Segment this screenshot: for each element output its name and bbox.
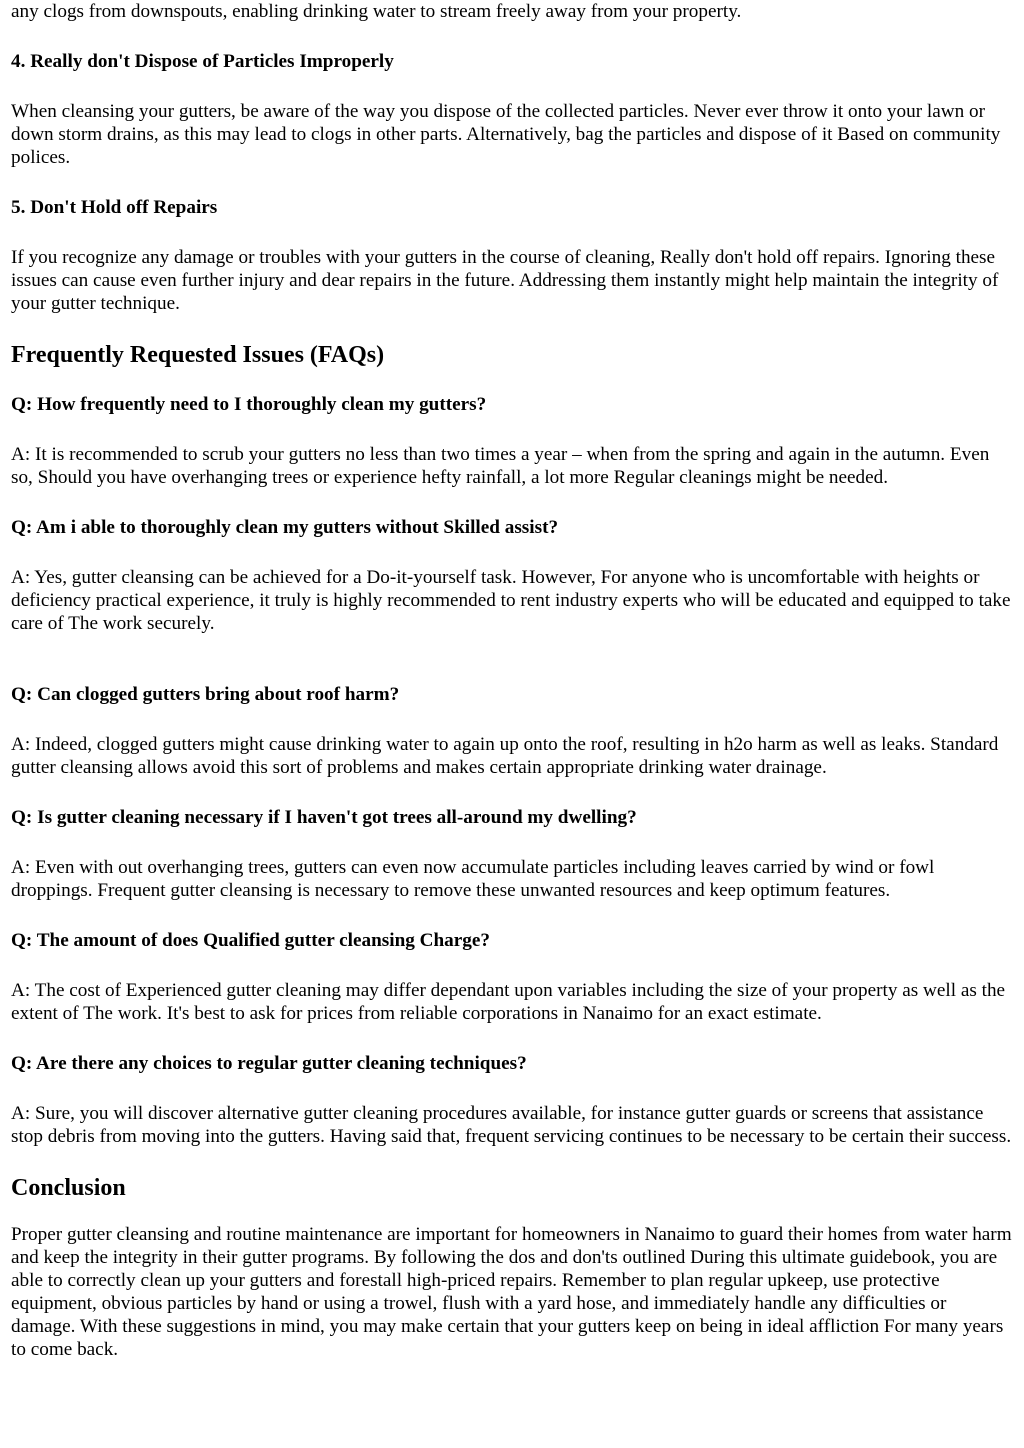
faq-question-6: Q: Are there any choices to regular gutter cleaning techniques? — [11, 1053, 527, 1074]
faq-section-heading: Frequently Requested Issues (FAQs) — [11, 342, 385, 368]
faq-answer-2: A: Yes, gutter cleansing can be achieved for a Do-it-yourself task. However, For anyone who is uncomfortable with heights or deficiency practical experience, it truly is highly recommended to rent industry experts who will be educated and equipped to take care of The work securely. — [11, 567, 1011, 634]
conclusion-paragraph: Proper gutter cleansing and routine maintenance are important for homeowners in Nanaimo to guard their homes from water harm and keep the integrity in their gutter programs. By following the dos and don'ts outlined During this ultimate guidebook, you are able to correctly clean up your gutters and forestall high-priced repairs. Remember to plan regular upkeep, use protective equipment, obvious particles by hand or using a trowel, flush with a yard hose, and immediately handle any difficulties or damage. With these suggestions in mind, you may make certain that your gutters keep on being in ideal affliction For many years to come back. — [11, 1224, 1012, 1360]
tip-4-paragraph: When cleansing your gutters, be aware of the way you dispose of the collected particles. Never ever throw it onto your lawn or down storm drains, as this may lead to clogs in other parts. Alternatively, bag the particles and dispose of it Based on community polices. — [11, 101, 1001, 168]
faq-answer-5: A: The cost of Experienced gutter cleaning may differ dependant upon variables including the size of your property as well as the extent of The work. It's best to ask for prices from reliable corporations in Nanaimo for an exact estimate. — [11, 980, 1006, 1024]
faq-answer-1: A: It is recommended to scrub your gutters no less than two times a year – when from the spring and again in the autumn. Even so, Should you have overhanging trees or experience hefty rainfall, a lot more Regular cleanings might be needed. — [11, 444, 990, 488]
faq-question-4: Q: Is gutter cleaning necessary if I haven't got trees all-around my dwelling? — [11, 807, 637, 828]
faq-question-1: Q: How frequently need to I thoroughly clean my gutters? — [11, 394, 487, 415]
faq-question-2: Q: Am i able to thoroughly clean my gutters without Skilled assist? — [11, 517, 559, 538]
tip-4-heading: 4. Really don't Dispose of Particles Improperly — [11, 51, 394, 72]
tip-5-heading: 5. Don't Hold off Repairs — [11, 197, 218, 218]
faq-answer-3: A: Indeed, clogged gutters might cause drinking water to again up onto the roof, resulting in h2o harm as well as leaks. Standard gutter cleansing allows avoid this sort of problems and makes certain appropriate drinking water drainage. — [11, 734, 999, 778]
faq-answer-4: A: Even with out overhanging trees, gutters can even now accumulate particles including leaves carried by wind or fowl droppings. Frequent gutter cleansing is necessary to remove these unwanted resources and keep optimum features. — [11, 857, 935, 901]
tip-5-paragraph: If you recognize any damage or troubles with your gutters in the course of cleaning, Really don't hold off repairs. Ignoring these issues can cause even further injury and dear repairs in the future. Addressing them instantly might help maintain the integrity of your gutter technique. — [11, 247, 999, 314]
conclusion-heading: Conclusion — [11, 1175, 126, 1201]
faq-question-5: Q: The amount of does Qualified gutter cleansing Charge? — [11, 930, 490, 951]
faq-question-3: Q: Can clogged gutters bring about roof harm? — [11, 684, 400, 705]
intro-continuation-paragraph: any clogs from downspouts, enabling drinking water to stream freely away from your property. — [11, 1, 742, 22]
faq-answer-6: A: Sure, you will discover alternative gutter cleaning procedures available, for instance gutter guards or screens that assistance stop debris from moving into the gutters. Having said that, frequent servicing continues to be necessary to be certain their success. — [11, 1103, 1012, 1147]
